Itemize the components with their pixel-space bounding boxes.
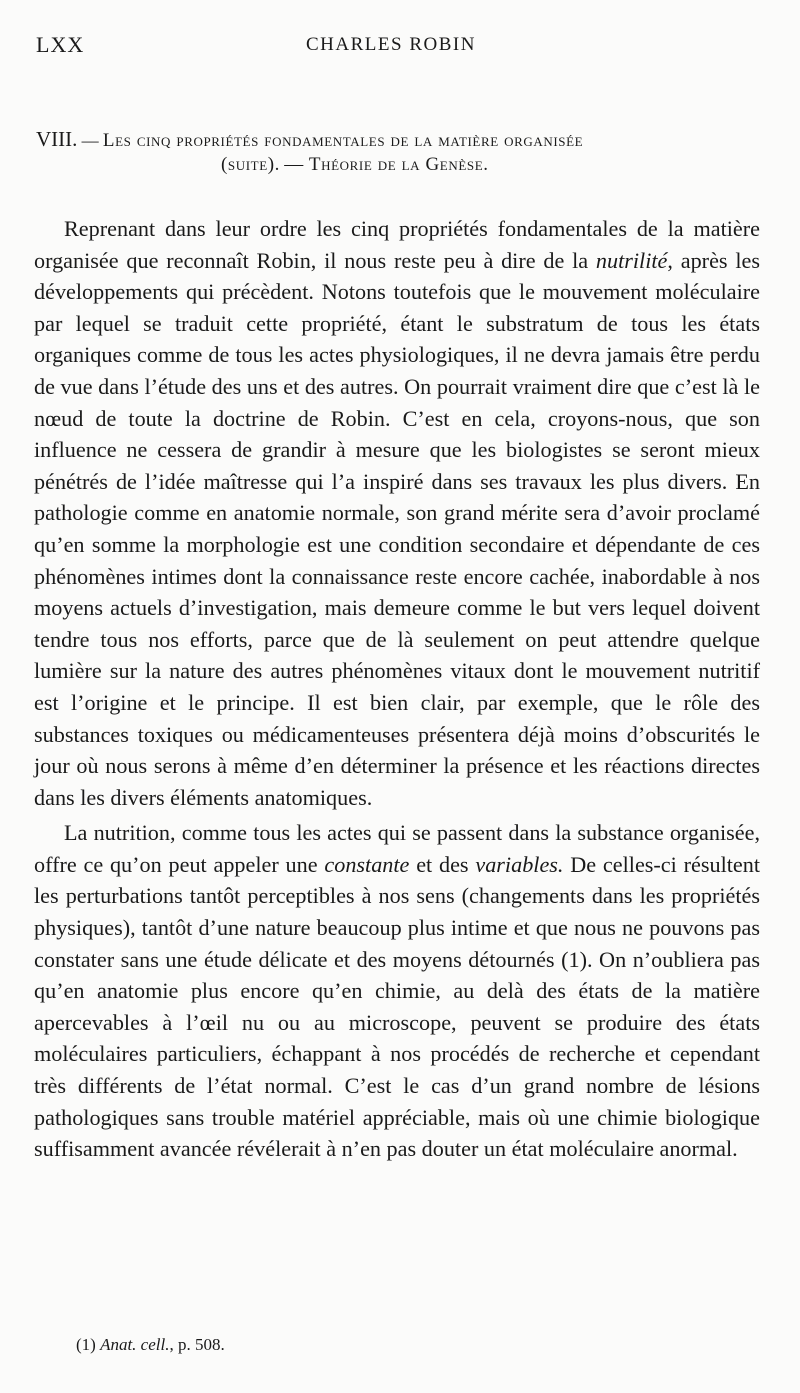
footnote-reference-page: , p. 508. — [169, 1335, 225, 1354]
term-constante: constante — [324, 851, 410, 877]
footnote-reference-title: Anat. cell. — [100, 1335, 170, 1354]
term-nutrilite: nutrilité — [595, 247, 668, 273]
term-variables: variables. — [475, 851, 564, 877]
paragraph-2-part-c: De celles-ci résultent les perturbations tantôt perceptibles à nos sens (changements dans les propriétés physiques), tantôt d’une nature beaucoup plus intime et que nous ne pouvons pas constater sans une étude délicate et des moyens détournés (1). On n’oubliera pas qu’en anatomie plus encore qu’en chimie, au delà des états de la matière apercevables à l’œil nu ou au microscope, peuvent se produire des états moléculaires particuliers, échappant à nos procédés de recherche et cependant très différents de l’état normal. C’est le cas d’un grand nombre de lésions pathologiques sans trouble matériel appréciable, mais où une chimie biologique suffisamment avancée révélerait à n’en pas douter un état moléculaire anormal. — [34, 851, 761, 1162]
running-head: CHARLES ROBIN — [306, 34, 476, 55]
paragraph-2-part-b: et des — [409, 851, 476, 877]
paragraph-nutrilite — [34, 213, 760, 813]
section-heading — [36, 127, 770, 177]
page-number: LXX — [36, 32, 85, 57]
footnote — [76, 1335, 225, 1355]
body-text — [34, 213, 760, 1165]
page-header — [36, 32, 764, 62]
section-title-line1: Les cinq propriétés fondamentales de la matière organisée — [102, 130, 584, 151]
section-title-genese: — Théorie de la Genèse. — [284, 154, 489, 175]
paragraph-2-part-a: La nutrition, comme tous les actes qui se passent dans la substance organisée, offre ce qu’on peut appeler une — [34, 820, 760, 877]
paragraph-1-part-b: , après les développements qui précèdent. Notons toutefois que le mouvement moléculaire par lequel se traduit cette propriété, étant le substratum de tous les états organiques comme de tous les actes physiologiques, il ne devra jamais être perdu de vue dans l’étude des uns et des autres. On pourrait vraiment dire que c’est là le nœud de toute la doctrine de Robin. C’est en cela, croyons-nous, que son influence ne cessera de grandir à mesure que les biologistes se seront mieux pénétrés de l’idée maîtresse qui l’a inspiré dans ses travaux les plus divers. En pathologie comme en anatomie normale, son grand mérite sera d’avoir proclamé qu’en somme la morphologie est une condition secondaire et dépendante de ces phénomènes intimes dont la connaissance reste encore cachée, inabordable à nos moyens actuels d’investigation, mais demeure comme le but vers lequel doivent tendre tous nos efforts, parce que de là seulement on peut attendre quelque lumière sur la nature des autres phénomènes vitaux dont le mouvement nutritif est l’origine et le principe. Il est bien clair, par exemple, que le rôle des substances toxiques ou médicamenteuses présentera déjà moins d’obscurités le jour où nous serons à même d’en déterminer la présence et les réactions directes dans les divers éléments anatomiques. — [34, 247, 760, 810]
section-title-suite: (suite). — [221, 154, 281, 175]
section-number: VIII. — [36, 127, 78, 151]
paragraph-1-part-a: Reprenant dans leur ordre les cinq propriétés fondamentales de la matière organisée que reconnaît Robin, il nous reste peu à dire de la — [34, 216, 760, 273]
section-dash: — — [81, 131, 99, 150]
paragraph-nutrition — [34, 817, 760, 1165]
footnote-marker: (1) — [76, 1335, 96, 1354]
